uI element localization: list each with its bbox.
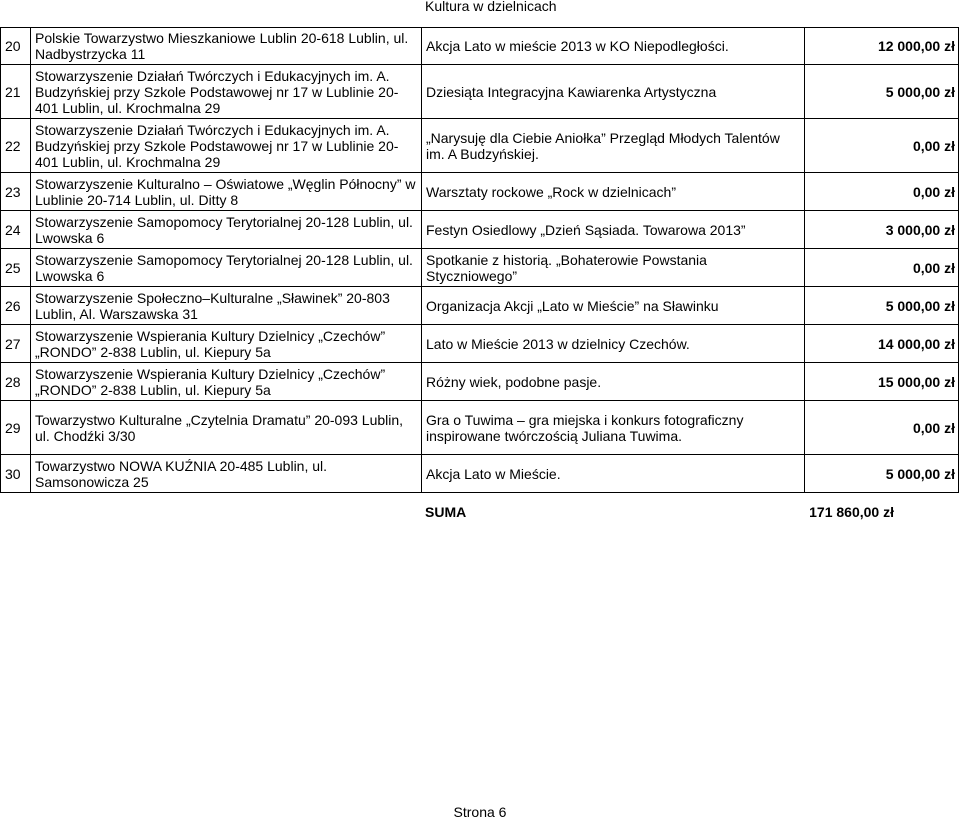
amount-cell: 5 000,00 zł <box>805 65 959 119</box>
task-cell: Akcja Lato w Mieście. <box>422 455 805 493</box>
table-row <box>1 119 959 173</box>
organization-cell: Stowarzyszenie Działań Twórczych i Edukacyjnych im. A. Budzyńskiej przy Szkole Podstawowej nr 17 w Lublinie 20-401 Lublin, ul. Krochmalna 29 <box>31 65 422 119</box>
amount-cell: 14 000,00 zł <box>805 325 959 363</box>
row-number: 23 <box>1 173 31 211</box>
amount-cell: 15 000,00 zł <box>805 363 959 401</box>
organization-cell: Towarzystwo NOWA KUŹNIA 20-485 Lublin, ul. Samsonowicza 25 <box>31 455 422 493</box>
table-row <box>1 173 959 211</box>
task-cell: Dziesiąta Integracyjna Kawiarenka Artystyczna <box>422 65 805 119</box>
row-number: 26 <box>1 287 31 325</box>
amount-cell: 12 000,00 zł <box>805 28 959 65</box>
table-row <box>1 401 959 455</box>
page-number: Strona 6 <box>453 804 507 820</box>
organization-cell: Stowarzyszenie Wspierania Kultury Dzielnicy „Czechów” „RONDO” 2-838 Lublin, ul. Kiepury 5a <box>31 363 422 401</box>
summary-total: 171 860,00 zł <box>809 504 894 520</box>
task-cell: Festyn Osiedlowy „Dzień Sąsiada. Towarowa 2013” <box>422 211 805 249</box>
organization-cell: Stowarzyszenie Działań Twórczych i Edukacyjnych im. A. Budzyńskiej przy Szkole Podstawowej nr 17 w Lublinie 20-401 Lublin, ul. Krochmalna 29 <box>31 119 422 173</box>
task-cell: Lato w Mieście 2013 w dzielnicy Czechów. <box>422 325 805 363</box>
summary-label: SUMA <box>425 504 467 520</box>
amount-cell: 5 000,00 zł <box>805 287 959 325</box>
task-cell: Różny wiek, podobne pasje. <box>422 363 805 401</box>
task-cell: Spotkanie z historią. „Bohaterowie Powstania Styczniowego” <box>422 249 805 287</box>
table-row <box>1 249 959 287</box>
amount-cell: 0,00 zł <box>805 119 959 173</box>
row-number: 29 <box>1 401 31 455</box>
organization-cell: Stowarzyszenie Samopomocy Terytorialnej 20-128 Lublin, ul. Lwowska 6 <box>31 211 422 249</box>
organization-cell: Stowarzyszenie Społeczno–Kulturalne „Sławinek” 20-803 Lublin, Al. Warszawska 31 <box>31 287 422 325</box>
task-cell: Organizacja Akcji „Lato w Mieście” na Sławinku <box>422 287 805 325</box>
section-title: Kultura w dzielnicach <box>425 0 557 14</box>
table-row <box>1 211 959 249</box>
amount-cell: 3 000,00 zł <box>805 211 959 249</box>
amount-cell: 0,00 zł <box>805 401 959 455</box>
amount-cell: 0,00 zł <box>805 173 959 211</box>
task-cell: „Narysuję dla Ciebie Aniołka” Przegląd Młodych Talentów im. A Budzyńskiej. <box>422 119 805 173</box>
task-cell: Warsztaty rockowe „Rock w dzielnicach” <box>422 173 805 211</box>
task-cell: Gra o Tuwima – gra miejska i konkurs fotograficzny inspirowane twórczością Juliana Tuwima. <box>422 401 805 455</box>
row-number: 24 <box>1 211 31 249</box>
amount-cell: 0,00 zł <box>805 249 959 287</box>
organization-cell: Stowarzyszenie Wspierania Kultury Dzielnicy „Czechów” „RONDO” 2-838 Lublin, ul. Kiepury 5a <box>31 325 422 363</box>
row-number: 22 <box>1 119 31 173</box>
table-row <box>1 455 959 493</box>
task-cell: Akcja Lato w mieście 2013 w KO Niepodległości. <box>422 28 805 65</box>
grants-table <box>0 27 959 493</box>
row-number: 30 <box>1 455 31 493</box>
amount-cell: 5 000,00 zł <box>805 455 959 493</box>
organization-cell: Stowarzyszenie Samopomocy Terytorialnej 20-128 Lublin, ul. Lwowska 6 <box>31 249 422 287</box>
table-row <box>1 363 959 401</box>
table-row <box>1 325 959 363</box>
row-number: 28 <box>1 363 31 401</box>
organization-cell: Stowarzyszenie Kulturalno – Oświatowe „Węglin Północny” w Lublinie 20-714 Lublin, ul. Ditty 8 <box>31 173 422 211</box>
row-number: 25 <box>1 249 31 287</box>
table-row <box>1 28 959 65</box>
row-number: 20 <box>1 28 31 65</box>
table-row <box>1 287 959 325</box>
organization-cell: Towarzystwo Kulturalne „Czytelnia Dramatu” 20-093 Lublin, ul. Chodźki 3/30 <box>31 401 422 455</box>
organization-cell: Polskie Towarzystwo Mieszkaniowe Lublin 20-618 Lublin, ul. Nadbystrzycka 11 <box>31 28 422 65</box>
table-row <box>1 65 959 119</box>
row-number: 27 <box>1 325 31 363</box>
row-number: 21 <box>1 65 31 119</box>
